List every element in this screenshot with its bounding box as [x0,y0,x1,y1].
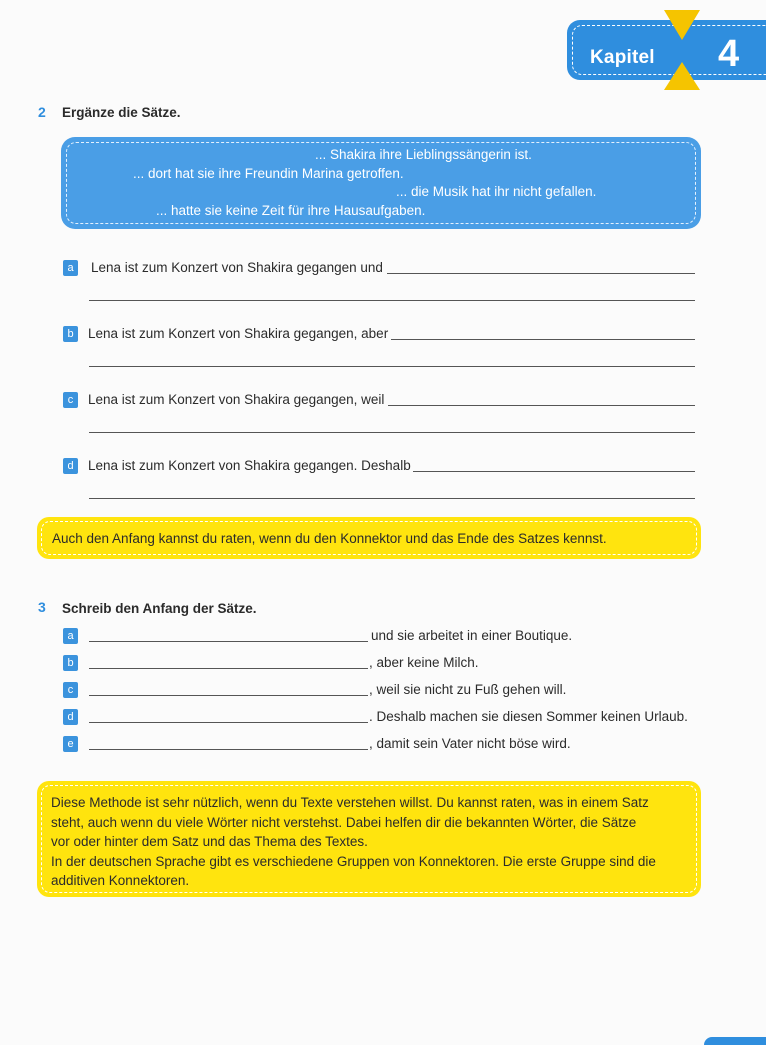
answer-line[interactable] [89,668,368,669]
exercise-2-title: Ergänze die Sätze. [62,105,181,120]
answer-line[interactable] [89,749,368,750]
item-letter-badge: c [63,682,78,698]
info-box [37,781,701,897]
info-line: vor oder hinter dem Satz und das Thema des Textes. [51,834,368,849]
item-text: . Deshalb machen sie diesen Sommer keinen Urlaub. [369,709,688,724]
exercise-3-number: 3 [38,599,46,615]
exercise-3-title: Schreib den Anfang der Sätze. [62,601,257,616]
item-letter-badge: e [63,736,78,752]
ribbon-icon [664,10,700,90]
answer-line[interactable] [388,405,695,406]
answer-line[interactable] [89,498,695,499]
item-text: , damit sein Vater nicht böse wird. [369,736,571,751]
answer-line[interactable] [89,432,695,433]
answer-line[interactable] [89,641,368,642]
tip-box [37,517,701,559]
answer-line[interactable] [387,273,695,274]
info-line: additiven Konnektoren. [51,873,190,888]
chapter-number: 4 [718,33,740,75]
item-text: , aber keine Milch. [369,655,479,670]
item-text: Lena ist zum Konzert von Shakira gegangen, weil [88,392,385,407]
info-line: In der deutschen Sprache gibt es verschiedene Gruppen von Konnektoren. Die erste Gruppe sind die [51,853,656,869]
answer-line[interactable] [391,339,695,340]
answer-line[interactable] [89,695,368,696]
answer-line[interactable] [89,366,695,367]
exercise-2-number: 2 [38,104,46,120]
answer-line[interactable] [413,471,695,472]
item-letter-badge: d [63,458,78,474]
tip-text: Auch den Anfang kannst du raten, wenn du den Konnektor und das Ende des Satzes kennst. [52,531,607,546]
word-box-line: ... dort hat sie ihre Freundin Marina getroffen. [133,166,404,181]
word-box-line: ... hatte sie keine Zeit für ihre Hausaufgaben. [156,203,426,218]
word-box [61,137,701,229]
item-text: Lena ist zum Konzert von Shakira gegangen. Deshalb [88,458,411,473]
item-text: Lena ist zum Konzert von Shakira gegangen und [91,260,383,275]
item-text: , weil sie nicht zu Fuß gehen will. [369,682,567,697]
answer-line[interactable] [89,300,695,301]
info-line: steht, auch wenn du viele Wörter nicht verstehst. Dabei helfen dir die bekannten Wörter, die Sätze [51,814,637,830]
item-text: Lena ist zum Konzert von Shakira gegangen, aber [88,326,389,341]
word-box-line: ... die Musik hat ihr nicht gefallen. [396,184,597,199]
item-text: und sie arbeitet in einer Boutique. [371,628,573,643]
item-letter-badge: d [63,709,78,725]
item-letter-badge: b [63,326,78,342]
page-corner-tab [704,1037,766,1045]
item-letter-badge: c [63,392,78,408]
info-line: Diese Methode ist sehr nützlich, wenn du Texte verstehen willst. Du kannst raten, was in einem Satz [51,795,649,810]
info-text [51,793,691,891]
chapter-tab [567,20,766,80]
item-letter-badge: b [63,655,78,671]
item-letter-badge: a [63,628,78,644]
item-letter-badge: a [63,260,78,276]
word-box-line: ... Shakira ihre Lieblingssängerin ist. [315,147,532,162]
chapter-label: Kapitel [590,47,655,68]
answer-line[interactable] [89,722,368,723]
